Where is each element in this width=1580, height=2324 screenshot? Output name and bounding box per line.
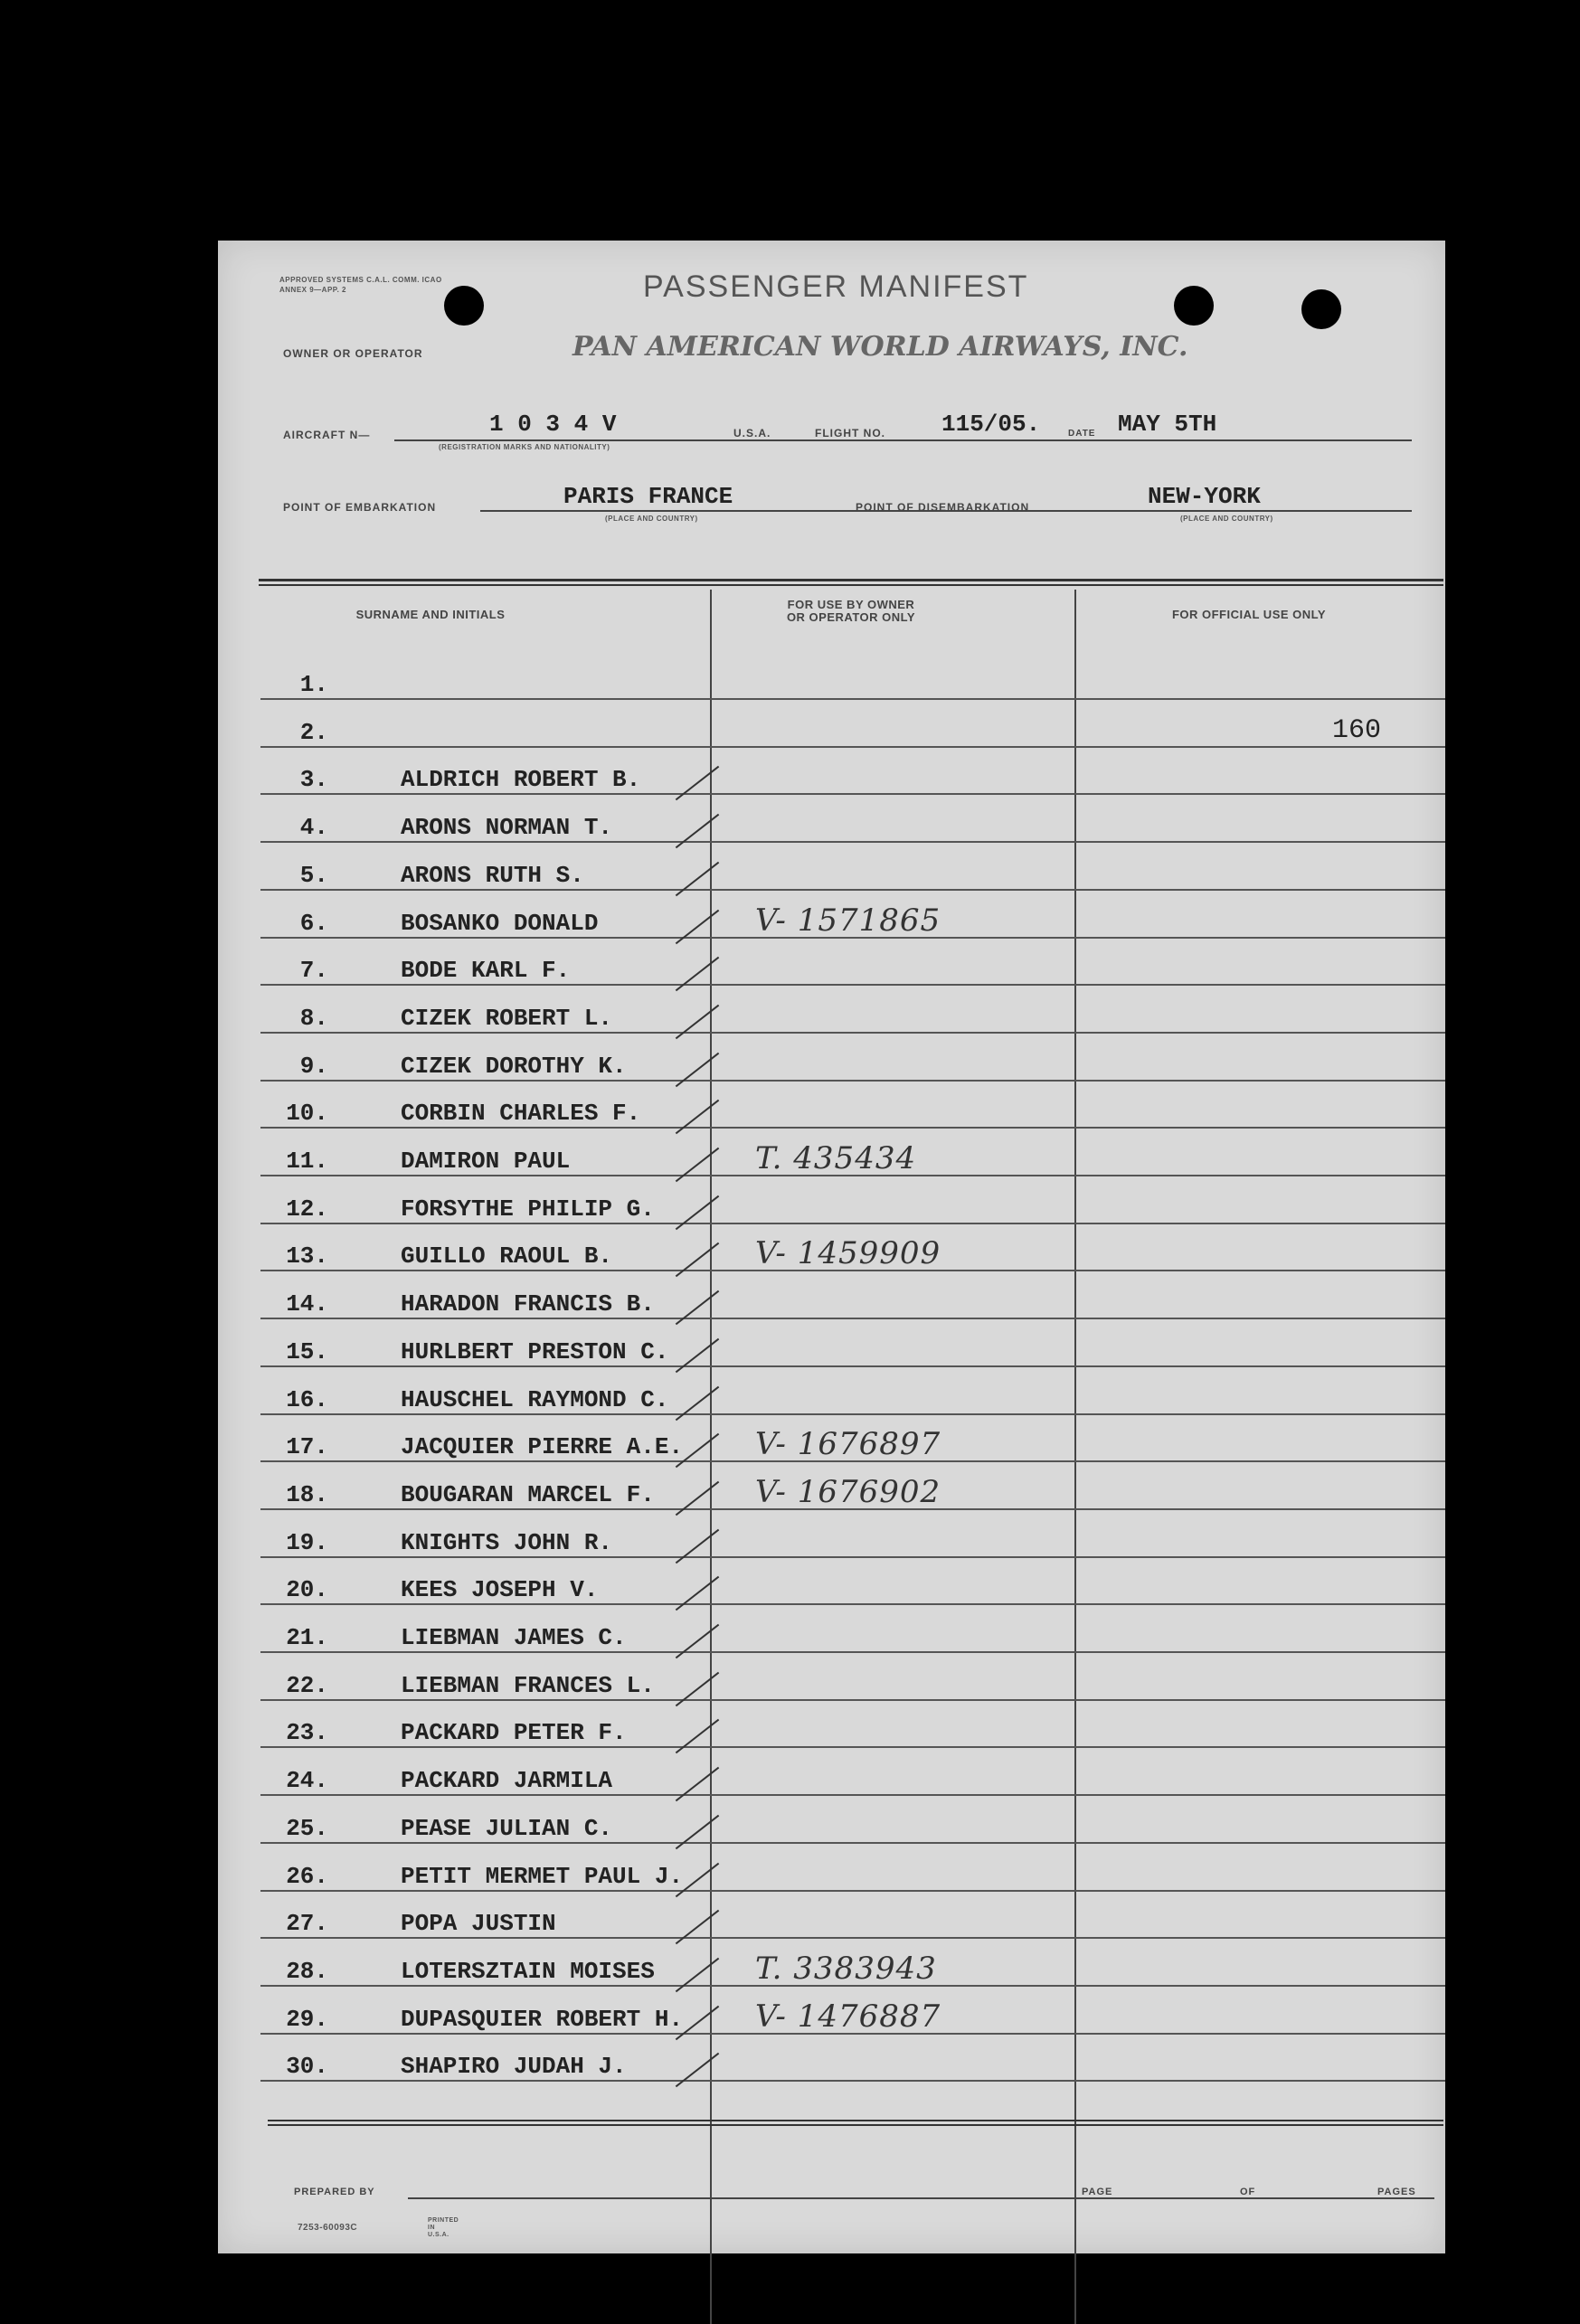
owner-notation: V- 1476887 bbox=[755, 1998, 941, 2035]
check-mark bbox=[676, 2053, 720, 2088]
flight-number: 115/05. bbox=[941, 411, 1041, 438]
passenger-name: BOUGARAN MARCEL F. bbox=[401, 1480, 655, 1508]
passenger-name: BODE KARL F. bbox=[401, 957, 571, 985]
check-mark bbox=[676, 1148, 720, 1183]
owner-notation: V- 1459909 bbox=[755, 1235, 941, 1272]
date-label: DATE bbox=[1068, 429, 1096, 439]
owner-notation: T. 3383943 bbox=[755, 1950, 937, 1987]
check-mark bbox=[676, 862, 720, 897]
row-rule bbox=[260, 1890, 1445, 1892]
flight-date: MAY 5TH bbox=[1118, 411, 1217, 438]
passenger-name: PACKARD JARMILA bbox=[401, 1767, 613, 1795]
pages-label: PAGES bbox=[1377, 2187, 1416, 2197]
check-mark bbox=[676, 1624, 720, 1659]
row-rule bbox=[260, 841, 1445, 843]
prepared-by-label: PREPARED BY bbox=[294, 2187, 375, 2197]
row-rule bbox=[260, 1937, 1445, 1939]
owner-notation: V- 1676902 bbox=[755, 1473, 941, 1510]
check-mark bbox=[676, 1290, 720, 1326]
passenger-name: LIEBMAN JAMES C. bbox=[401, 1624, 627, 1651]
row-rule bbox=[260, 1413, 1445, 1415]
passenger-name: CIZEK ROBERT L. bbox=[401, 1004, 613, 1032]
row-number: 13. bbox=[286, 1242, 328, 1271]
passenger-name: LIEBMAN FRANCES L. bbox=[401, 1671, 655, 1699]
passenger-name: CORBIN CHARLES F. bbox=[401, 1100, 641, 1128]
passenger-name: JACQUIER PIERRE A.E. bbox=[401, 1433, 684, 1461]
row-rule bbox=[260, 1651, 1445, 1653]
passenger-name: KNIGHTS JOHN R. bbox=[401, 1528, 613, 1556]
aircraft-sublabel: (REGISTRATION MARKS AND NATIONALITY) bbox=[439, 443, 610, 451]
check-mark bbox=[676, 1338, 720, 1374]
row-number: 2. bbox=[299, 718, 328, 746]
passenger-name: KEES JOSEPH V. bbox=[401, 1576, 599, 1604]
owner-notation: V- 1571865 bbox=[755, 902, 941, 939]
check-mark bbox=[676, 1242, 720, 1278]
row-rule bbox=[260, 1318, 1445, 1319]
row-rule bbox=[260, 1223, 1445, 1224]
row-number: 14. bbox=[286, 1290, 328, 1318]
row-number: 3. bbox=[299, 766, 328, 794]
row-number: 8. bbox=[299, 1004, 328, 1032]
row-rule bbox=[260, 1365, 1445, 1367]
row-number: 19. bbox=[286, 1528, 328, 1556]
of-label: OF bbox=[1240, 2187, 1256, 2197]
row-number: 30. bbox=[286, 2053, 328, 2081]
printer-mark: PRINTED IN U.S.A. bbox=[428, 2217, 459, 2238]
passenger-name: LOTERSZTAIN MOISES bbox=[401, 1957, 655, 1985]
check-mark bbox=[676, 1100, 720, 1135]
passenger-name: ARONS NORMAN T. bbox=[401, 814, 613, 842]
form-code: 7253-60093C bbox=[298, 2223, 358, 2233]
passenger-name: ALDRICH ROBERT B. bbox=[401, 766, 641, 794]
usa-label: U.S.A. bbox=[733, 427, 771, 439]
page-label: PAGE bbox=[1082, 2187, 1113, 2197]
owner-notation: T. 435434 bbox=[755, 1140, 917, 1176]
passenger-name: ARONS RUTH S. bbox=[401, 861, 584, 889]
check-mark bbox=[676, 909, 720, 944]
row-number: 27. bbox=[286, 1910, 328, 1938]
passenger-name: HURLBERT PRESTON C. bbox=[401, 1337, 669, 1365]
passenger-name: BOSANKO DONALD bbox=[401, 909, 599, 937]
row-rule bbox=[260, 1699, 1445, 1701]
passenger-name: HARADON FRANCIS B. bbox=[401, 1290, 655, 1318]
row-number: 6. bbox=[299, 909, 328, 937]
owner-label: OWNER OR OPERATOR bbox=[283, 347, 423, 360]
passenger-name: SHAPIRO JUDAH J. bbox=[401, 2053, 627, 2081]
row-number: 12. bbox=[286, 1195, 328, 1223]
flight-label: FLIGHT NO. bbox=[815, 427, 885, 439]
row-number: 23. bbox=[286, 1719, 328, 1747]
row-number: 20. bbox=[286, 1576, 328, 1604]
row-rule bbox=[260, 698, 1445, 700]
row-number: 21. bbox=[286, 1624, 328, 1651]
embark-sublabel: (PLACE AND COUNTRY) bbox=[605, 515, 698, 523]
column-header-official: FOR OFFICIAL USE ONLY bbox=[1171, 608, 1327, 621]
row-number: 25. bbox=[286, 1814, 328, 1842]
row-number: 16. bbox=[286, 1385, 328, 1413]
row-number: 4. bbox=[299, 814, 328, 842]
aircraft-registration: 1 0 3 4 V bbox=[489, 411, 617, 438]
passenger-name: PETIT MERMET PAUL J. bbox=[401, 1862, 684, 1890]
check-mark bbox=[676, 814, 720, 849]
check-mark bbox=[676, 1576, 720, 1611]
punch-hole bbox=[1174, 286, 1214, 326]
row-number: 10. bbox=[286, 1100, 328, 1128]
row-number: 29. bbox=[286, 2005, 328, 2033]
embark-value: PARIS FRANCE bbox=[563, 483, 733, 510]
approval-stamp: APPROVED SYSTEMS C.A.L. COMM. ICAO ANNEX 9—APP. 2 bbox=[279, 276, 442, 294]
row-number: 18. bbox=[286, 1480, 328, 1508]
row-number: 26. bbox=[286, 1862, 328, 1890]
passenger-name: CIZEK DOROTHY K. bbox=[401, 1052, 627, 1080]
column-header-surname: SURNAME AND INITIALS bbox=[355, 608, 506, 621]
operator-name: PAN AMERICAN WORLD AIRWAYS, INC. bbox=[572, 331, 1188, 363]
row-rule bbox=[260, 1032, 1445, 1034]
row-rule bbox=[260, 1556, 1445, 1558]
embark-label: POINT OF EMBARKATION bbox=[283, 501, 437, 514]
row-rule bbox=[260, 1127, 1445, 1129]
manifest-sheet bbox=[218, 241, 1445, 2253]
row-rule bbox=[260, 1080, 1445, 1082]
disembark-sublabel: (PLACE AND COUNTRY) bbox=[1180, 515, 1273, 523]
row-number: 9. bbox=[299, 1052, 328, 1080]
check-mark bbox=[676, 1815, 720, 1850]
form-title: PASSENGER MANIFEST bbox=[643, 269, 1029, 304]
row-number: 17. bbox=[286, 1433, 328, 1461]
row-rule bbox=[260, 746, 1445, 748]
row-number: 22. bbox=[286, 1671, 328, 1699]
check-mark bbox=[676, 1719, 720, 1754]
row-rule bbox=[260, 2080, 1445, 2082]
passenger-name: HAUSCHEL RAYMOND C. bbox=[401, 1385, 669, 1413]
row-number: 15. bbox=[286, 1337, 328, 1365]
aircraft-label: AIRCRAFT N— bbox=[283, 429, 371, 441]
check-mark bbox=[676, 1958, 720, 1993]
passenger-name: FORSYTHE PHILIP G. bbox=[401, 1195, 655, 1223]
passenger-name: POPA JUSTIN bbox=[401, 1910, 556, 1938]
punch-hole bbox=[444, 286, 484, 326]
passenger-name: GUILLO RAOUL B. bbox=[401, 1242, 613, 1271]
disembark-label: POINT OF DISEMBARKATION bbox=[856, 501, 1030, 514]
row-number: 5. bbox=[299, 861, 328, 889]
row-number: 28. bbox=[286, 1957, 328, 1985]
column-header-owner: FOR USE BY OWNER OR OPERATOR ONLY bbox=[786, 598, 916, 624]
passenger-name: PACKARD PETER F. bbox=[401, 1719, 627, 1747]
row-rule bbox=[260, 793, 1445, 795]
check-mark bbox=[676, 1671, 720, 1706]
check-mark bbox=[676, 1767, 720, 1802]
row-rule bbox=[260, 1842, 1445, 1844]
row-rule bbox=[260, 984, 1445, 986]
official-notation: 160 bbox=[1332, 714, 1382, 746]
check-mark bbox=[676, 1481, 720, 1516]
row-rule bbox=[260, 1603, 1445, 1605]
check-mark bbox=[676, 766, 720, 801]
check-mark bbox=[676, 1528, 720, 1564]
check-mark bbox=[676, 1385, 720, 1421]
row-number: 7. bbox=[299, 957, 328, 985]
row-number: 11. bbox=[286, 1148, 328, 1175]
check-mark bbox=[676, 1195, 720, 1230]
check-mark bbox=[676, 1910, 720, 1945]
row-rule bbox=[260, 1794, 1445, 1796]
disembark-value: NEW-YORK bbox=[1148, 483, 1261, 510]
check-mark bbox=[676, 1005, 720, 1040]
check-mark bbox=[676, 957, 720, 992]
row-number: 24. bbox=[286, 1767, 328, 1795]
row-rule bbox=[260, 889, 1445, 891]
owner-notation: V- 1676897 bbox=[755, 1426, 941, 1463]
passenger-name: DUPASQUIER ROBERT H. bbox=[401, 2005, 684, 2033]
passenger-name: PEASE JULIAN C. bbox=[401, 1814, 613, 1842]
passenger-name: DAMIRON PAUL bbox=[401, 1148, 571, 1175]
row-rule bbox=[260, 1746, 1445, 1748]
check-mark bbox=[676, 1052, 720, 1087]
punch-hole bbox=[1301, 289, 1341, 329]
row-number: 1. bbox=[299, 671, 328, 698]
